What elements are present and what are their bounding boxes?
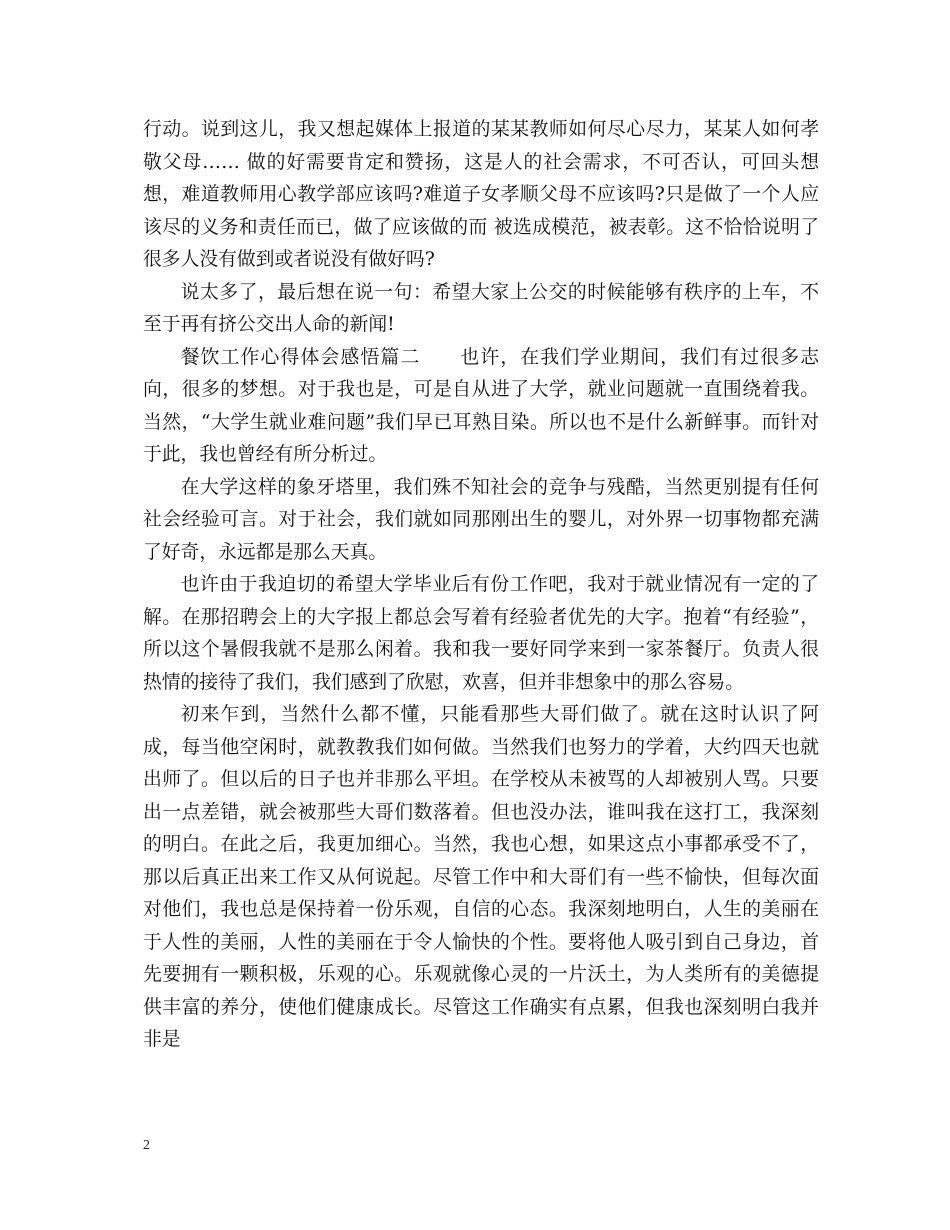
page-number: 2 <box>143 1138 150 1153</box>
paragraph-6: 初来乍到，当然什么都不懂，只能看那些大哥们做了。就在这时认识了阿成，每当他空闲时，就教教我们如何做。当然我们也努力的学着，大约四天也就出师了。但以后的日子也并非那么平坦。在学校从未被骂的人却被别人骂。只要出一点差错，就会被那些大哥们数落着。但也没办法，谁叫我在这打工，我深刻的明白。在此之后，我更加细心。当然，我也心想，如果这点小事都承受不了，那以后真正出来工作又从何说起。尽管工作中和大哥们有一些不愉快，但每次面对他们，我也总是保持着一份乐观，自信的心态。我深刻地明白，人生的美丽在于人性的美丽，人性的美丽在于令人愉快的个性。要将他人吸引到自己身边，首先要拥有一颗积极，乐观的心。乐观就像心灵的一片沃土，为人类所有的美德提供丰富的养分，使他们健康成长。尽管这工作确实有点累，但我也深刻明白我并非是 <box>143 704 819 1050</box>
paragraph-4: 在大学这样的象牙塔里，我们殊不知社会的竞争与残酷，当然更别提有任何社会经验可言。对于社会，我们就如同那刚出生的婴儿，对外界一切事物都充满了好奇，永远都是那么天真。 <box>143 476 819 563</box>
paragraph-2: 说太多了，最后想在说一句：希望大家上公交的时候能够有秩序的上车，不至于再有挤公交出人命的新闻! <box>143 281 819 335</box>
paragraph-3: 餐饮工作心得体会感悟篇二 也许，在我们学业期间，我们有过很多志向，很多的梦想。对于我也是，可是自从进了大学，就业问题就一直围绕着我。当然，“大学生就业难问题”我们早已耳熟目染。所以也不是什么新鲜事。而针对于此，我也曾经有所分析过。 <box>143 346 819 465</box>
document-body <box>143 114 819 1057</box>
paragraph-1: 行动。说到这儿，我又想起媒体上报道的某某教师如何尽心尽力，某某人如何孝敬父母…… 做的好需要肯定和赞扬，这是人的社会需求，不可否认，可回头想想，难道教师用心教学部应该吗?难道子女孝顺父母不应该吗?只是做了一个人应该尽的义务和责任而已，做了应该做的而 被选成模范，被表彰。这不恰恰说明了很多人没有做到或者说没有做好吗? <box>143 119 819 270</box>
paragraph-5: 也许由于我迫切的希望大学毕业后有份工作吧，我对于就业情况有一定的了解。在那招聘会上的大字报上都总会写着有经验者优先的大字。抱着“有经验”，所以这个暑假我就不是那么闲着。我和我一要好同学来到一家茶餐厅。负责人很热情的接待了我们，我们感到了欣慰，欢喜，但并非想象中的那么容易。 <box>143 574 819 693</box>
